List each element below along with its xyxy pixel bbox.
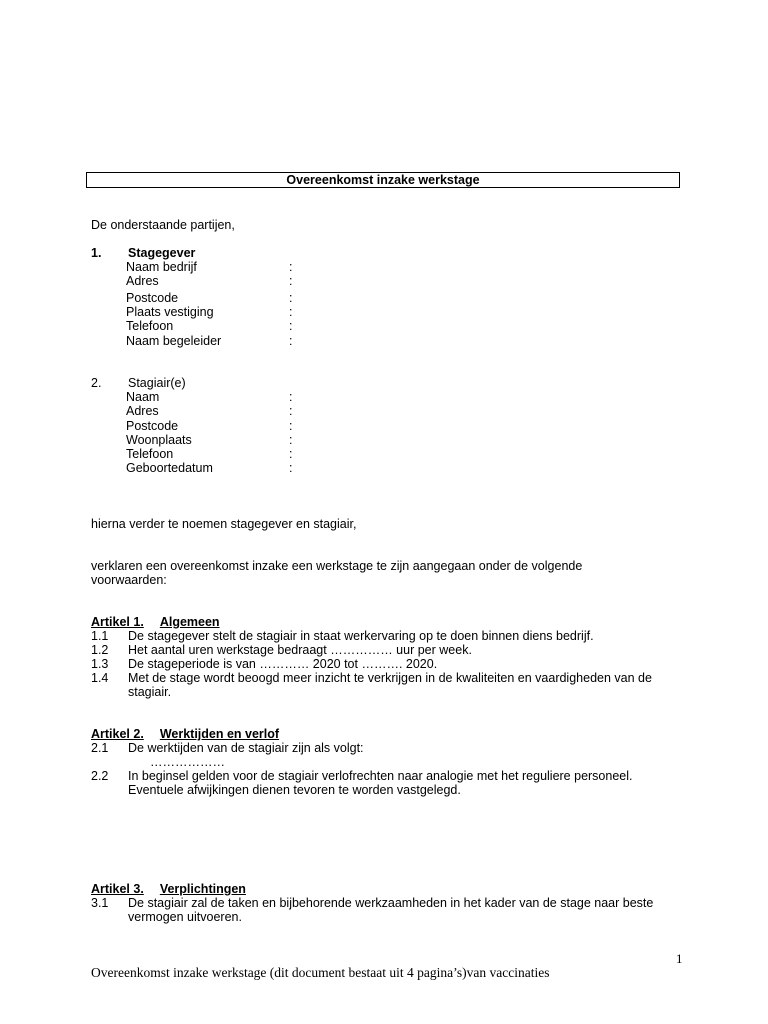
field-colon: :: [289, 334, 293, 348]
page-footer: Overeenkomst inzake werkstage (dit document bestaat uit 4 pagina’s)van vaccinaties: [91, 965, 550, 980]
clause-text-line2: stagiair.: [128, 685, 172, 699]
clause-text: Het aantal uren werkstage bedraagt …………… uur per week.: [128, 643, 472, 657]
party1-field-adres: Adres: [126, 274, 159, 288]
party1-field-naam-bedrijf: Naam bedrijf: [126, 260, 197, 274]
artikel2-label: Artikel 2.: [91, 727, 144, 741]
party2-field-woonplaats: Woonplaats: [126, 433, 192, 447]
artikel1-name: Algemeen: [159, 615, 220, 629]
field-colon: :: [289, 260, 293, 274]
artikel1-label: Artikel 1.: [91, 615, 144, 629]
field-colon: :: [289, 447, 293, 461]
clause-text-line2: ………………: [150, 755, 225, 769]
artikel1-heading: [91, 615, 220, 629]
artikel3-name: Verplichtingen: [159, 882, 246, 896]
party1-number: 1.: [91, 246, 102, 260]
party2-field-naam: Naam: [126, 390, 160, 404]
clause-text-line1: Met de stage wordt beoogd meer inzicht te verkrijgen in de kwaliteiten en vaardigheden van de: [128, 671, 652, 685]
party2-field-adres: Adres: [126, 404, 159, 418]
clause-text: De stagegever stelt de stagiair in staat werkervaring op te doen binnen diens bedrijf.: [128, 629, 594, 643]
page-number: 1: [676, 951, 683, 966]
verklaren-text-line1: verklaren een overeenkomst inzake een werkstage te zijn aangegaan onder de volgende: [91, 559, 583, 573]
party1-field-telefoon: Telefoon: [126, 319, 174, 333]
field-colon: :: [289, 433, 293, 447]
artikel2-heading: [91, 727, 279, 741]
party2-number: 2.: [91, 376, 102, 390]
field-colon: :: [289, 319, 293, 333]
artikel3-label: Artikel 3.: [91, 882, 144, 896]
clause-number: 1.1: [91, 629, 109, 643]
field-colon: :: [289, 419, 293, 433]
hierna-text: hierna verder te noemen stagegever en stagiair,: [91, 517, 357, 531]
field-colon: :: [289, 274, 293, 288]
document-title: Overeenkomst inzake werkstage: [86, 172, 680, 188]
field-colon: :: [289, 390, 293, 404]
clause-text-line1: In beginsel gelden voor de stagiair verlofrechten naar analogie met het reguliere personeel.: [128, 769, 633, 783]
party1-field-naam-begeleider: Naam begeleider: [126, 334, 222, 348]
verklaren-text-line2: voorwaarden:: [91, 573, 167, 587]
clause-number: 2.2: [91, 769, 109, 783]
party1-heading: Stagegever: [128, 246, 196, 260]
clause-number: 1.3: [91, 657, 109, 671]
clause-number: 3.1: [91, 896, 109, 910]
clause-number: 1.2: [91, 643, 109, 657]
clause-number: 1.4: [91, 671, 109, 685]
party2-heading: Stagiair(e): [128, 376, 186, 390]
field-colon: :: [289, 305, 293, 319]
artikel2-name: Werktijden en verlof: [159, 727, 280, 741]
clause-text: De stageperiode is van ………… 2020 tot ………. 2020.: [128, 657, 438, 671]
clause-text-line2: vermogen uitvoeren.: [128, 910, 242, 924]
clause-number: 2.1: [91, 741, 109, 755]
clause-text-line2: Eventuele afwijkingen dienen tevoren te worden vastgelegd.: [128, 783, 461, 797]
party2-field-postcode: Postcode: [126, 419, 179, 433]
clause-text: De werktijden van de stagiair zijn als volgt:: [128, 741, 364, 755]
intro-text: De onderstaande partijen,: [91, 218, 235, 232]
artikel3-heading: [91, 882, 246, 896]
field-colon: :: [289, 291, 293, 305]
field-colon: :: [289, 404, 293, 418]
party2-field-telefoon: Telefoon: [126, 447, 174, 461]
clause-text-line1: De stagiair zal de taken en bijbehorende werkzaamheden in het kader van de stage naar beste: [128, 896, 654, 910]
party1-field-plaats-vestiging: Plaats vestiging: [126, 305, 214, 319]
party2-field-geboortedatum: Geboortedatum: [126, 461, 213, 475]
field-colon: :: [289, 461, 293, 475]
party1-field-postcode: Postcode: [126, 291, 179, 305]
